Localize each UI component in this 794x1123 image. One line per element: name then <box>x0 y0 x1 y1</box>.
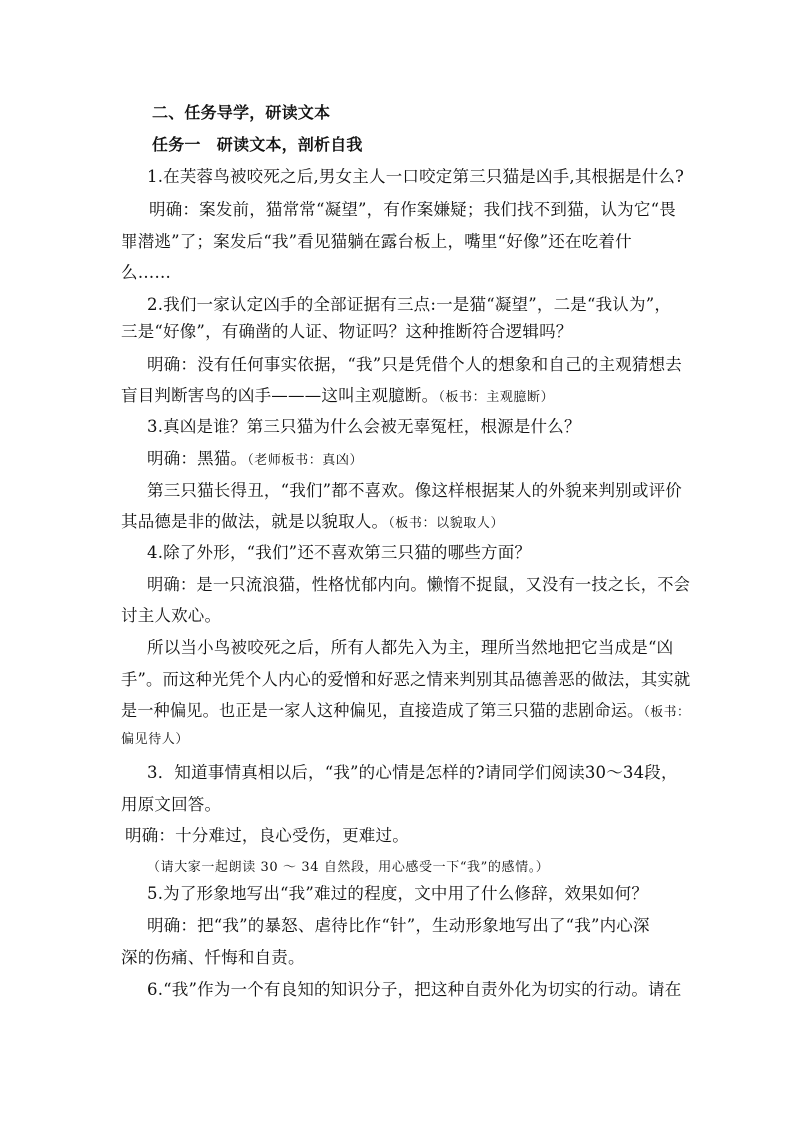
answer-4-line-1: 明确：是一只流浪猫，性格忧郁内向。懒惰不捉鼠，又没有一技之长，不会 <box>147 575 691 594</box>
board-note-1: （板书：主观臆断） <box>438 390 555 405</box>
question-3: 3.真凶是谁？第三只猫为什么会被无辜冤枉，根源是什么？ <box>147 417 581 436</box>
board-note-2: （老师板书：真凶） <box>247 453 364 468</box>
answer-1-line-1: 明确：案发前，猫常常“凝望”，有作案嫌疑；我们找不到猫，认为它“畏 <box>149 200 676 219</box>
answer-1-line-3: 么…… <box>121 263 172 282</box>
section-heading: 二、任务导学，研读文本 <box>152 103 331 122</box>
question-1: 1.在芙蓉鸟被咬死之后,男女主人一口咬定第三只猫是凶手,其根据是什么? <box>147 167 685 186</box>
question-4: 4.除了外形，“我们”还不喜欢第三只猫的哪些方面？ <box>147 543 532 562</box>
question-5-line-1: 3．知道事情真相以后，“我”的心情是怎样的?请同学们阅读30～34段， <box>147 763 678 782</box>
question-2-line-2: 三是“好像”，有确凿的人证、物证吗？这种推断符合逻辑吗？ <box>121 322 573 341</box>
question-7: 6.“我”作为一个有良知的知识分子，把这种自责外化为切实的行动。请在 <box>147 980 682 999</box>
answer-6-line-2: 深的伤痛、忏悔和自责。 <box>121 948 305 967</box>
board-note-4b: 偏见待人） <box>121 732 190 747</box>
question-2-line-1: 2.我们一家认定凶手的全部证据有三点:一是猫“凝望”，二是“我认为”， <box>147 295 672 314</box>
explanation-line-2 <box>121 512 504 534</box>
question-5-line-2: 用原文回答。 <box>121 795 222 814</box>
answer-2-line-1: 明确：没有任何事实依据，“我”只是凭借个人的想象和自己的主观猜想去 <box>147 355 682 374</box>
paragraph-line-1: 所以当小鸟被咬死之后，所有人都先入为主，理所当然地把它当成是“凶 <box>147 638 674 657</box>
board-note-4a: （板书： <box>643 705 691 720</box>
answer-4-line-2: 讨主人欢心。 <box>121 606 222 625</box>
answer-6-line-1: 明确：把“我”的暴怒、虐待比作“针”，生动形象地写出了“我”内心深 <box>147 916 650 935</box>
board-note-3: （板书：以貌取人） <box>388 516 505 531</box>
answer-2-line-2 <box>121 386 554 408</box>
paragraph-line-2: 手”。而这种光凭个人内心的爱憎和好恶之情来判别其品德善恶的做法，其实就 <box>121 670 691 689</box>
explanation-line-1: 第三只猫长得丑，“我们”都不喜欢。像这样根据某人的外貌来判别或评价 <box>147 481 682 500</box>
answer-5: 明确：十分难过，良心受伤，更难过。 <box>125 826 409 845</box>
explanation-text: 其品德是非的做法，就是以貌取人。 <box>121 512 389 531</box>
answer-2-text: 盲目判断害鸟的凶手———这叫主观臆断。 <box>121 386 439 405</box>
paragraph-line-3 <box>121 701 690 723</box>
answer-1-line-2: 罪潜逃”了；案发后“我”看见猫躺在露台板上，嘴里“好像”还在吃着什 <box>121 232 632 251</box>
paragraph-text: 是一种偏见。也正是一家人这种偏见，直接造成了第三只猫的悲剧命运。 <box>121 701 644 720</box>
question-6: 5.为了形象地写出“我”难过的程度，文中用了什么修辞，效果如何？ <box>147 884 649 903</box>
task-heading: 任务一 研读文本，剖析自我 <box>152 135 363 154</box>
answer-3-text: 明确：黑猫。 <box>147 449 248 468</box>
reading-instruction: （请大家一起朗读 30 ～ 34 自然段，用心感受一下“我”的感情。） <box>147 860 550 875</box>
answer-3 <box>147 449 363 471</box>
